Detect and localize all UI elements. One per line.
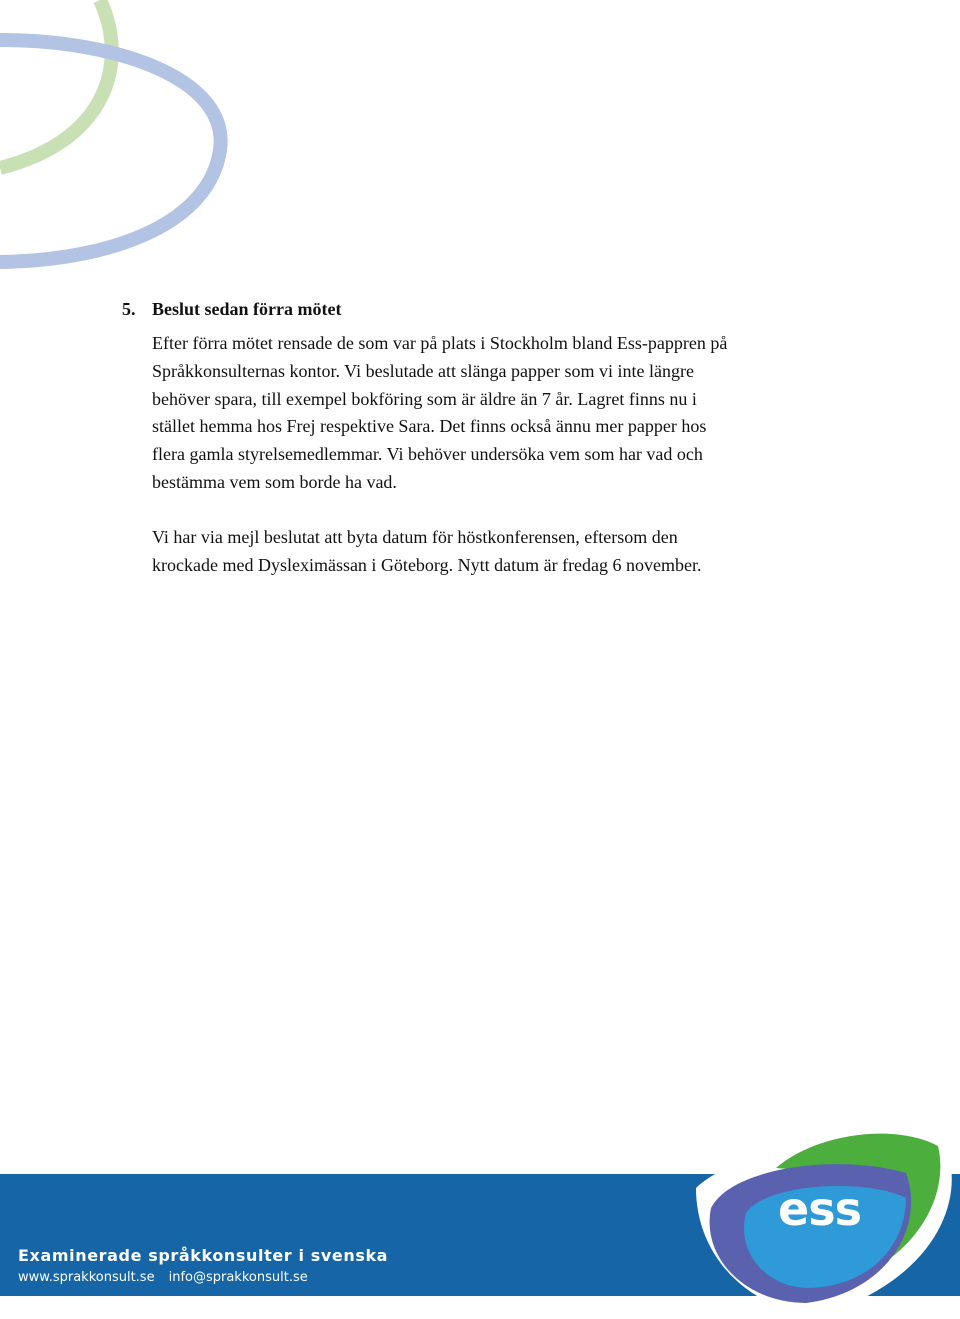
- footer-tagline: Examinerade språkkonsulter i svenska: [18, 1246, 389, 1265]
- section-heading: [122, 296, 742, 322]
- paragraph: Vi har via mejl beslutat att byta datum för höstkonferensen, eftersom den krockade med Dysleximässan i Göteborg. Nytt datum är fredag 6 november.: [152, 526, 702, 575]
- decor-green-arc: [0, 0, 112, 168]
- paragraph: Efter förra mötet rensade de som var på plats i Stockholm bland Ess-pappren på Språkkonsulternas kontor. Vi beslutade att slänga papper som vi inte längre behöver spara, till exempel bokföring som är äldre än 7 år. Lagret finns nu i stället hemma hos Frej respektive Sara. Det finns också ännu mer papper hos flera gamla styrelsemedlemmar. Vi behöver undersöka vem som har vad och bestämma vem som borde ha vad.: [152, 333, 728, 492]
- document-content: [122, 296, 742, 579]
- decorative-arcs: [0, 0, 260, 280]
- logo-text: ess: [778, 1182, 861, 1236]
- section-title: Beslut sedan förra mötet: [152, 299, 342, 319]
- footer-contacts: [18, 1270, 308, 1285]
- section-number: 5.: [122, 299, 136, 319]
- email-link[interactable]: info@sprakkonsult.se: [168, 1270, 308, 1285]
- website-link[interactable]: www.sprakkonsult.se: [18, 1270, 155, 1285]
